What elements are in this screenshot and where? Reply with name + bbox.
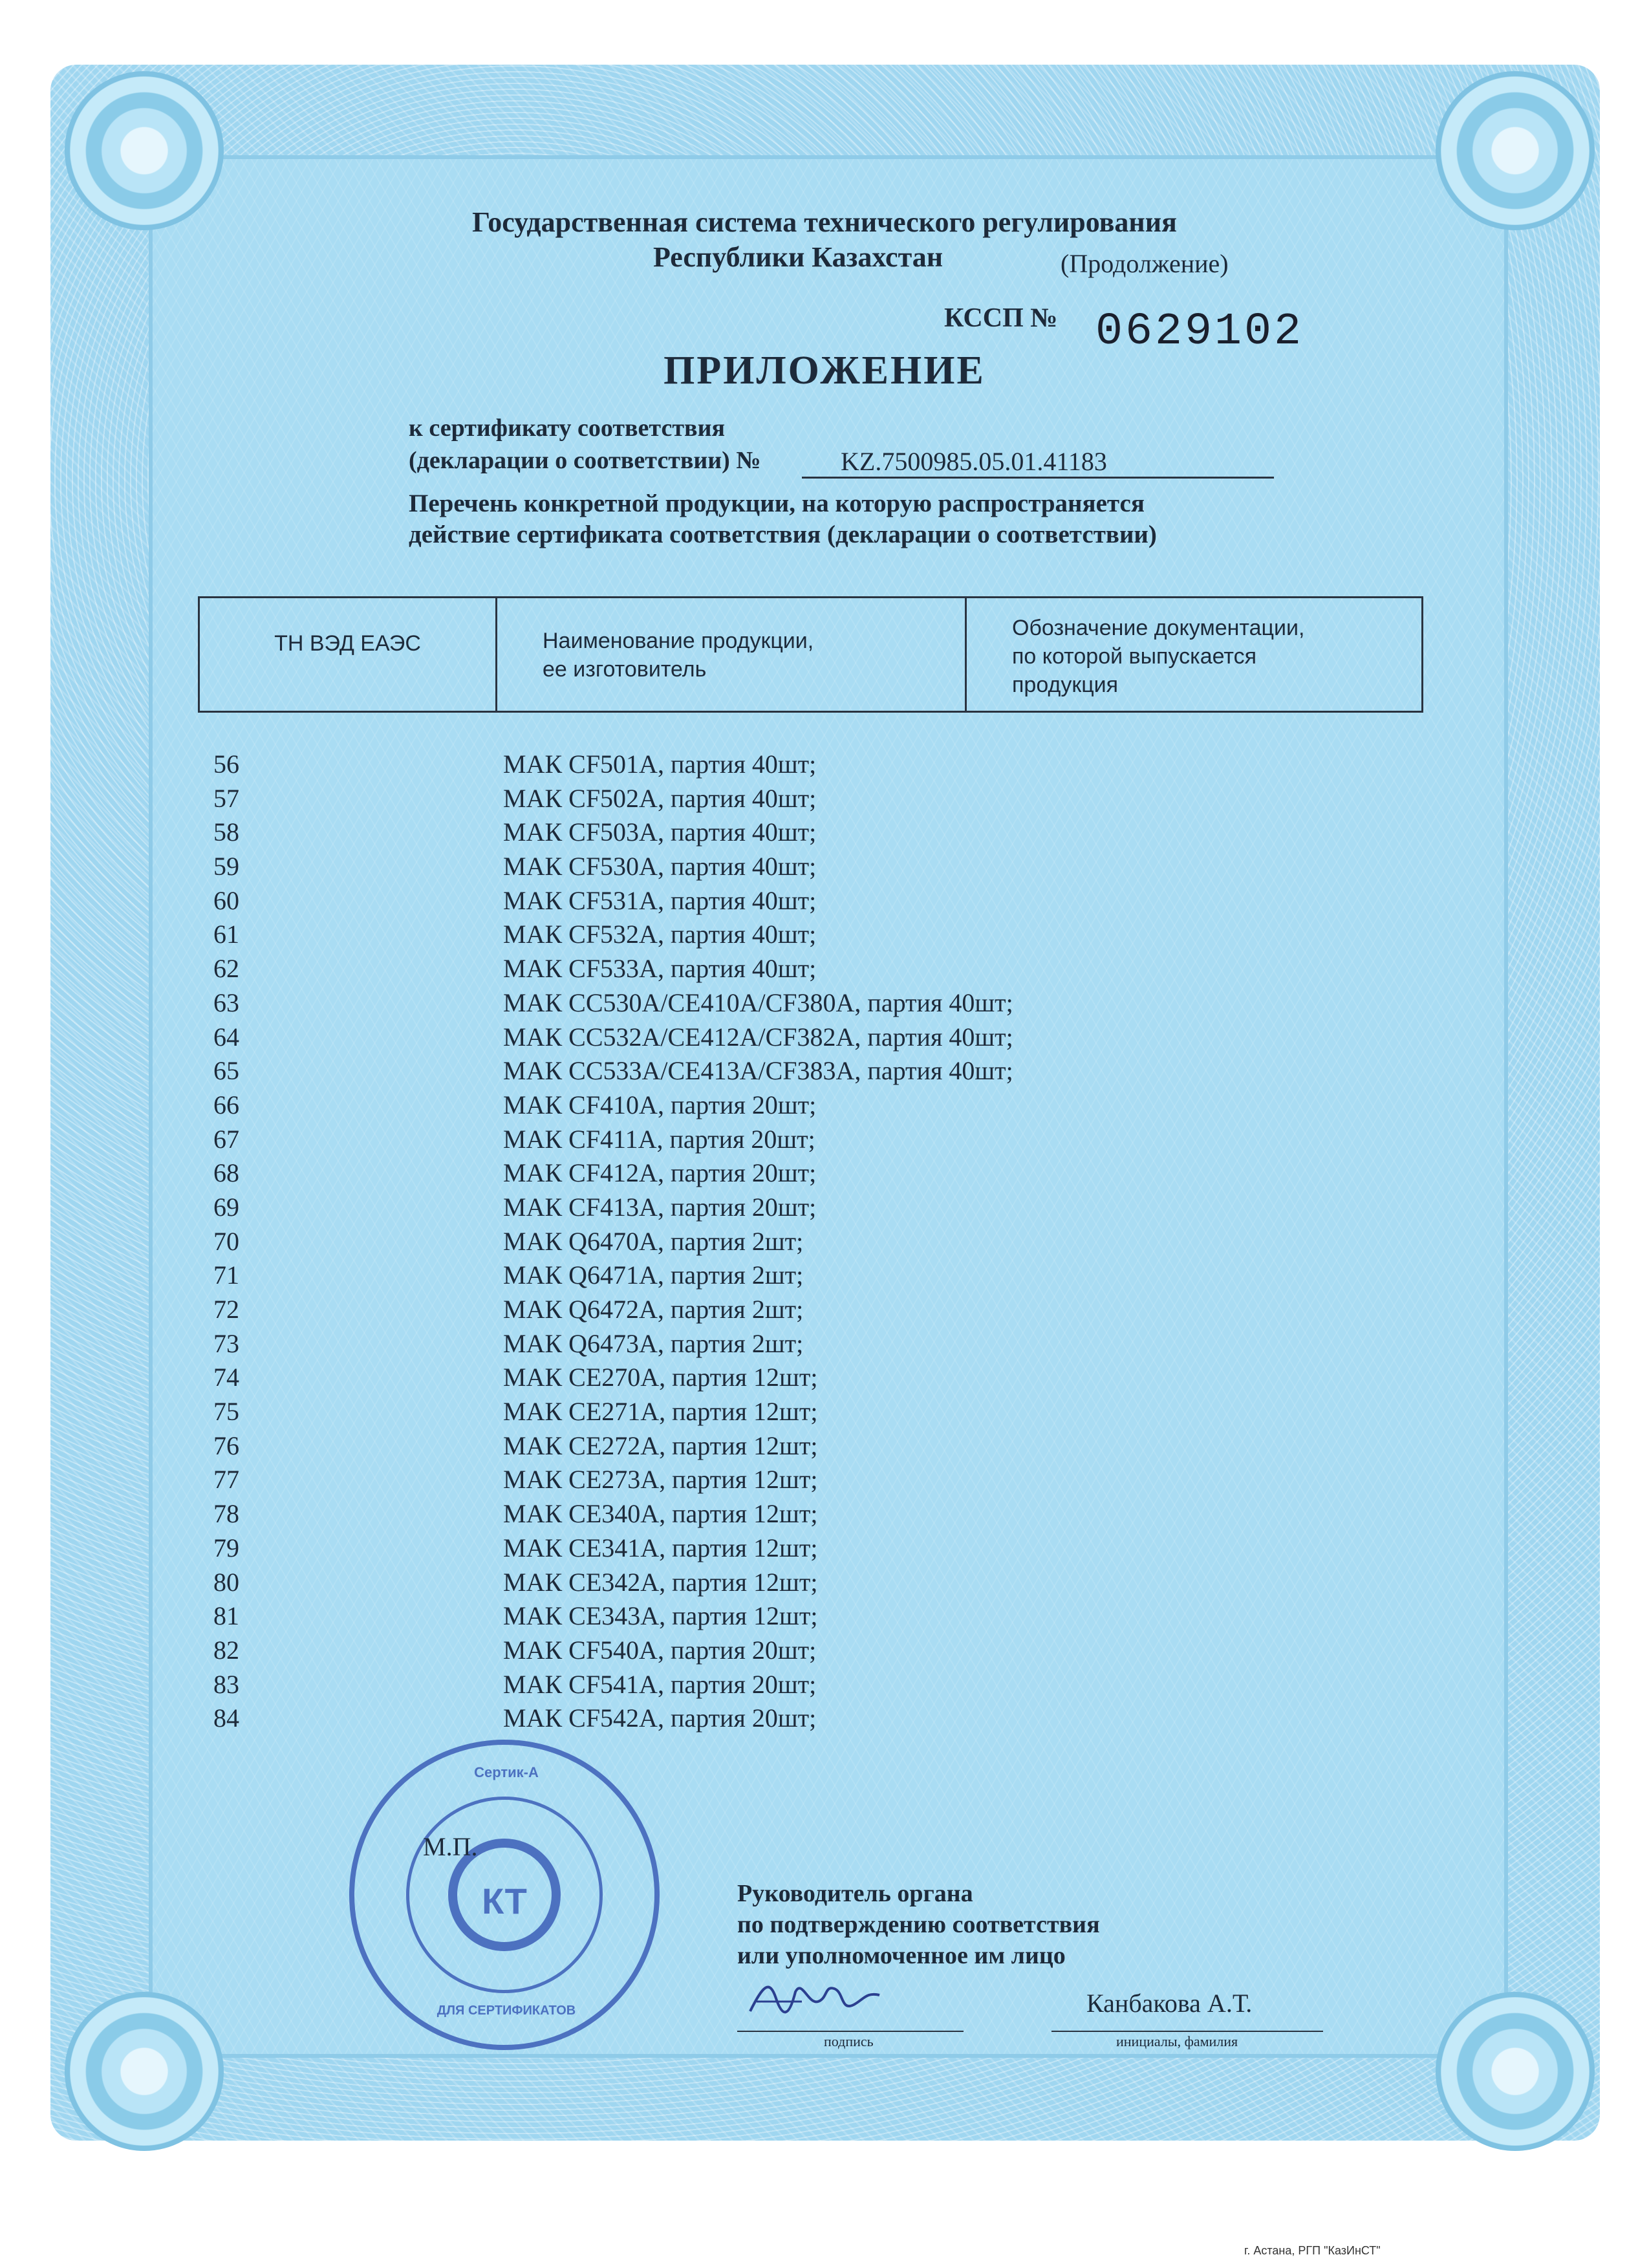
rosette-bottom-right-icon [1436, 1992, 1595, 2151]
item-product: МАК CE342A, партия 12шт; [503, 1567, 818, 1597]
name-line [1051, 2031, 1323, 2032]
item-product: МАК CF540A, партия 20шт; [503, 1635, 817, 1665]
item-number: 64 [213, 1022, 239, 1052]
certificate-line1: к сертификату соответствия [409, 415, 726, 442]
header-line1: Государственная система технического регулирования [472, 206, 1177, 238]
seal-stamp [349, 1740, 660, 2050]
item-number: 57 [213, 783, 239, 813]
item-number: 76 [213, 1431, 239, 1460]
page-title: ПРИЛОЖЕНИЕ [663, 349, 986, 393]
item-product: МАК CF413A, партия 20шт; [503, 1192, 817, 1222]
item-number: 68 [213, 1158, 239, 1188]
name-caption: инициалы, фамилия [1116, 2033, 1238, 2049]
item-product: МАК CC530A/CE410A/CF380A, партия 40шт; [503, 988, 1013, 1017]
item-number: 78 [213, 1499, 239, 1529]
col-tnved-label: ТН ВЭД ЕАЭС [274, 631, 421, 656]
item-number: 72 [213, 1295, 239, 1324]
signature-line [737, 2031, 964, 2032]
item-product: МАК CE271A, партия 12шт; [503, 1397, 818, 1427]
stamp-inner-ring [406, 1797, 603, 1993]
scope-line1: Перечень конкретной продукции, на которую распространяется [409, 490, 1145, 517]
item-product: МАК CF531A, партия 40шт; [503, 885, 817, 915]
item-product: МАК CF410A, партия 20шт; [503, 1090, 817, 1119]
item-product: МАК CE270A, партия 12шт; [503, 1363, 818, 1392]
col-documentation-line3: продукция [1012, 673, 1119, 697]
item-product: МАК CF542A, партия 20шт; [503, 1703, 817, 1733]
item-product: МАК CF503A, партия 40шт; [503, 817, 817, 847]
signature-caption: подпись [824, 2033, 874, 2049]
item-product: МАК CE273A, партия 12шт; [503, 1465, 818, 1495]
signatory-line3: или уполномоченное им лицо [737, 1942, 1066, 1969]
item-number: 62 [213, 954, 239, 984]
item-product: МАК CE340A, партия 12шт; [503, 1499, 818, 1529]
item-product: МАК CF411A, партия 20шт; [503, 1124, 815, 1154]
item-product: МАК Q6470A, партия 2шт; [503, 1226, 804, 1256]
item-number: 63 [213, 988, 239, 1017]
item-number: 70 [213, 1226, 239, 1256]
scope-line2: действие сертификата соответствия (декларации о соответствии) [409, 521, 1157, 548]
item-number: 65 [213, 1056, 239, 1086]
item-number: 67 [213, 1124, 239, 1154]
printer-imprint: г. Астана, РГП "КазИнСТ" [1244, 2244, 1381, 2257]
handwritten-signature [744, 1972, 886, 2024]
table-header [198, 596, 1423, 713]
item-number: 74 [213, 1363, 239, 1392]
item-number: 84 [213, 1703, 239, 1733]
rosette-bottom-left-icon [65, 1992, 224, 2151]
item-product: МАК CF530A, партия 40шт; [503, 852, 817, 881]
stamp-center-text: КТ [482, 1881, 527, 1921]
kssp-label: КССП № [944, 303, 1058, 333]
item-product: МАК CF412A, партия 20шт; [503, 1158, 817, 1188]
item-number: 61 [213, 920, 239, 949]
item-number: 81 [213, 1601, 239, 1631]
item-product: МАК CE343A, партия 12шт; [503, 1601, 818, 1631]
item-product: МАК CF501A, партия 40шт; [503, 750, 817, 779]
item-product: МАК CF533A, партия 40шт; [503, 954, 817, 984]
item-number: 80 [213, 1567, 239, 1597]
stamp-bottom-text: ДЛЯ СЕРТИФИКАТОВ [436, 2003, 576, 2018]
continuation-label: (Продолжение) [1061, 249, 1229, 278]
col-product-name-line2: ее изготовитель [543, 657, 707, 682]
item-number: 75 [213, 1397, 239, 1427]
item-number: 56 [213, 750, 239, 779]
signatory-line2: по подтверждению соответствия [737, 1911, 1100, 1938]
item-number: 66 [213, 1090, 239, 1119]
item-product: МАК CC533A/CE413A/CF383A, партия 40шт; [503, 1056, 1013, 1086]
item-number: 60 [213, 885, 239, 915]
mp-label: М.П. [423, 1832, 478, 1861]
certificate-number: KZ.7500985.05.01.41183 [802, 446, 1274, 479]
col-documentation-line1: Обозначение документации, [1012, 616, 1305, 640]
item-number: 69 [213, 1192, 239, 1222]
stamp-top-text: Сертик-А [474, 1764, 539, 1780]
col-product-name-line1: Наименование продукции, [543, 629, 814, 653]
kssp-number: 0629102 [1095, 307, 1304, 358]
col-product-name [497, 598, 967, 711]
col-documentation [967, 598, 1421, 711]
item-product: МАК CC532A/CE412A/CF382A, партия 40шт; [503, 1022, 1013, 1052]
col-tnved [200, 598, 497, 711]
item-number: 77 [213, 1465, 239, 1495]
item-product: МАК Q6471A, партия 2шт; [503, 1260, 804, 1290]
item-product: МАК CE272A, партия 12шт; [503, 1431, 818, 1460]
item-product: МАК Q6472A, партия 2шт; [503, 1295, 804, 1324]
item-product: МАК CF502A, партия 40шт; [503, 783, 817, 813]
item-number: 59 [213, 852, 239, 881]
guilloche-field [149, 155, 1508, 2058]
item-number: 83 [213, 1669, 239, 1699]
item-product: МАК CE341A, партия 12шт; [503, 1533, 818, 1562]
signatory-line1: Руководитель органа [737, 1880, 973, 1907]
item-product: МАК Q6473A, партия 2шт; [503, 1328, 804, 1358]
item-number: 82 [213, 1635, 239, 1665]
item-product: МАК CF541A, партия 20шт; [503, 1669, 817, 1699]
item-number: 58 [213, 817, 239, 847]
item-number: 73 [213, 1328, 239, 1358]
certificate-line2: (декларации о соответствии) № [409, 447, 761, 474]
item-number: 79 [213, 1533, 239, 1562]
item-product: МАК CF532A, партия 40шт; [503, 920, 817, 949]
signatory-name: Канбакова А.Т. [1086, 1989, 1253, 2018]
item-number: 71 [213, 1260, 239, 1290]
col-documentation-line2: по которой выпускается [1012, 644, 1256, 669]
header-line2: Республики Казахстан [653, 241, 943, 273]
